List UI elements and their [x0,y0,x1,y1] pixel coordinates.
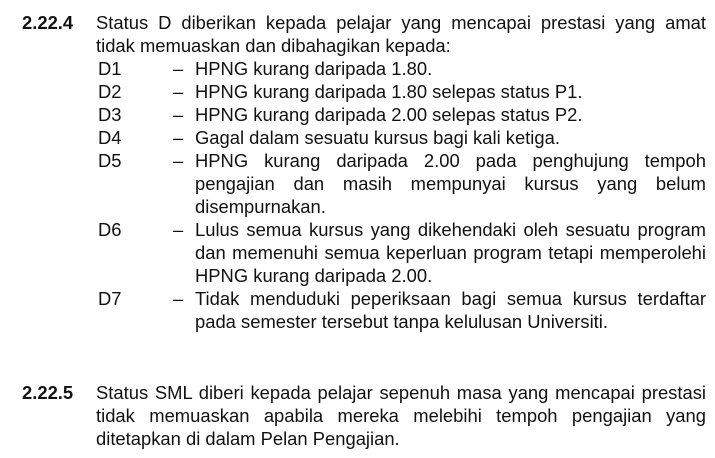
item-dash: – [173,150,184,171]
item-text: HPNG kurang daripada 1.80. [195,58,433,79]
list-item-d4 [22,126,706,149]
item-dash: – [173,104,184,125]
item-text: HPNG kurang daripada 2.00 pada penghujung tempoh pengajian dan masih mempunyai kursus yang belum disempurnakan. [195,150,706,217]
clause-paragraph: Status SML diberi kepada pelajar sepenuh masa yang mencapai prestasi tidak memuaskan apabila mereka melebihi tempoh pengajian yang ditetapkan di dalam Pelan Pengajian. [96,382,706,449]
item-dash: – [173,58,184,79]
list-item-d3 [22,103,706,126]
item-text: Gagal dalam sesuatu kursus bagi kali ketiga. [195,127,560,148]
item-code: D6 [98,219,122,240]
clause-number: 2.22.5 [22,382,74,403]
item-code: D4 [98,127,122,148]
item-dash: – [173,219,184,240]
item-dash: – [173,81,184,102]
list-item-d7 [22,287,706,333]
item-text: Tidak menduduki peperiksaan bagi semua kursus terdaftar pada semester tersebut tanpa kelulusan Universiti. [195,288,706,332]
list-item-d5 [22,149,706,218]
list-item-d1 [22,57,706,80]
list-item-d2 [22,80,706,103]
clause-2-22-5 [22,381,706,450]
item-dash: – [173,127,184,148]
clause-2-22-4 [22,11,706,333]
item-text: HPNG kurang daripada 2.00 selepas status P2. [195,104,583,125]
item-code: D2 [98,81,122,102]
item-text: HPNG kurang daripada 1.80 selepas status P1. [195,81,583,102]
item-code: D7 [98,288,122,309]
clause-number: 2.22.4 [22,12,74,33]
status-d-list [22,57,706,333]
clause-paragraph: Status D diberikan kepada pelajar yang mencapai prestasi yang amat tidak memuaskan dan dibahagikan kepada: [96,12,706,56]
list-item-d6 [22,218,706,287]
item-code: D3 [98,104,122,125]
item-code: D5 [98,150,122,171]
item-text: Lulus semua kursus yang dikehendaki oleh sesuatu program dan memenuhi semua keperluan program tetapi memperolehi HPNG kurang daripada 2.00. [195,219,706,286]
item-dash: – [173,288,184,309]
item-code: D1 [98,58,122,79]
